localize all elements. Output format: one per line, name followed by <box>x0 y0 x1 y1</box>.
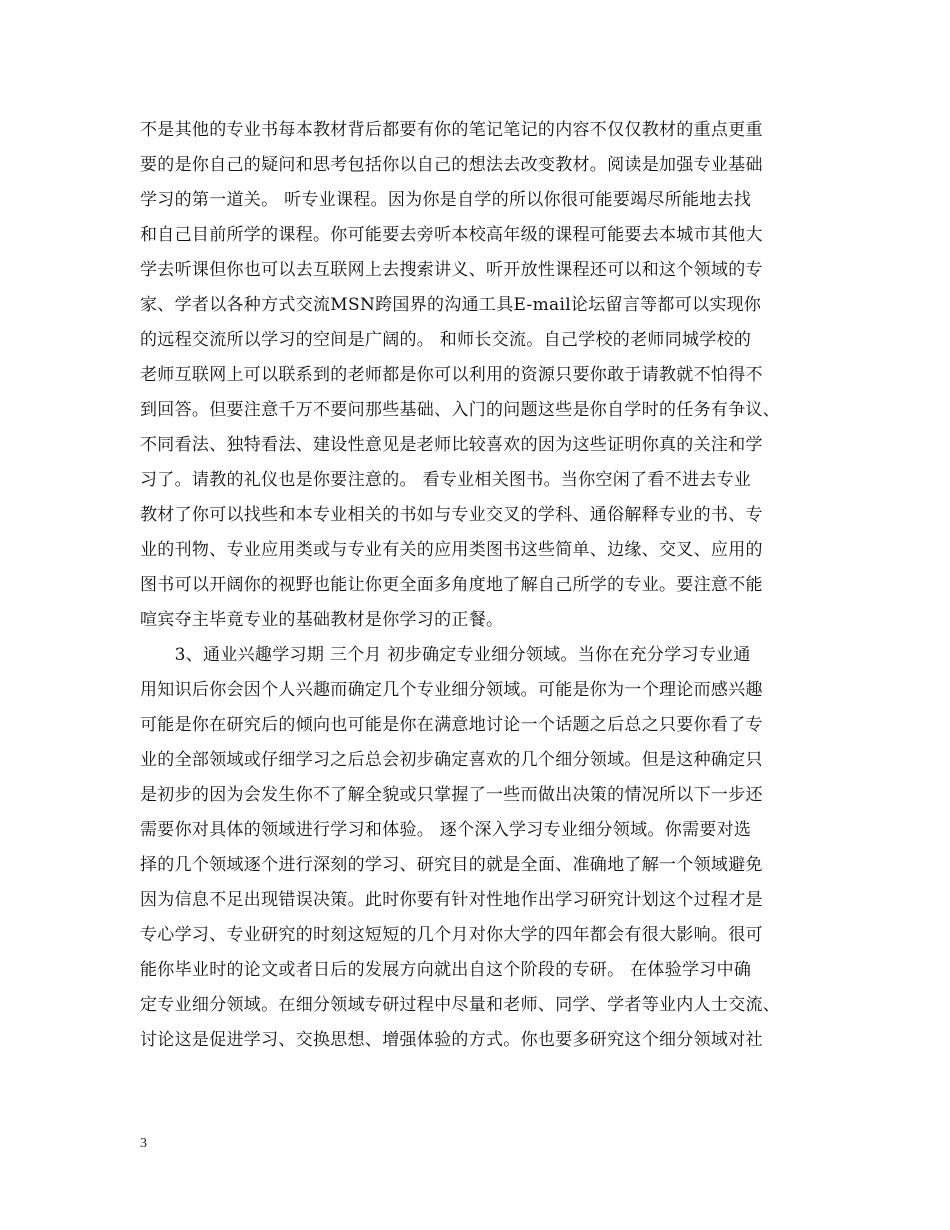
text-line: 因为信息不足出现错误决策。此时你要有针对性地作出学习研究计划这个过程才是 <box>140 890 763 910</box>
text-line: 3、通业兴趣学习期 三个月 初步确定专业细分领域。当你在充分学习专业通 <box>140 645 751 665</box>
text-line: 学去听课但你也可以去互联网上去搜索讲义、听开放性课程还可以和这个领域的专 <box>140 260 763 280</box>
text-line: 用知识后你会因个人兴趣而确定几个专业细分领域。可能是你为一个理论而感兴趣 <box>140 680 763 700</box>
text-line: 不同看法、独特看法、建设性意见是老师比较喜欢的因为这些证明你真的关注和学 <box>140 435 763 455</box>
text-line: 业的刊物、专业应用类或与专业有关的应用类图书这些简单、边缘、交叉、应用的 <box>140 540 763 560</box>
body-text <box>140 113 832 1058</box>
text-line: 择的几个领域逐个进行深刻的学习、研究目的就是全面、准确地了解一个领域避免 <box>140 855 763 875</box>
text-line: 业的全部领域或仔细学习之后总会初步确定喜欢的几个细分领域。但是这种确定只 <box>140 750 763 770</box>
text-line: 可能是你在研究后的倾向也可能是你在满意地讨论一个话题之后总之只要你看了专 <box>140 715 763 735</box>
text-line: 和自己目前所学的课程。你可能要去旁听本校高年级的课程可能要去本城市其他大 <box>140 225 763 245</box>
text-line: 的远程交流所以学习的空间是广阔的。 和师长交流。自己学校的老师同城学校的 <box>140 330 752 350</box>
text-line: 学习的第一道关。 听专业课程。因为你是自学的所以你很可能要竭尽所能地去找 <box>140 190 752 210</box>
text-line: 讨论这是促进学习、交换思想、增强体验的方式。你也要多研究这个细分领域对社 <box>140 1030 763 1050</box>
text-line: 定专业细分领域。在细分领域专研过程中尽量和老师、同学、学者等业内人士交流、 <box>140 995 781 1015</box>
text-line: 到回答。但要注意千万不要问那些基础、入门的问题这些是你自学时的任务有争议、 <box>140 400 781 420</box>
text-line: 需要你对具体的领域进行学习和体验。 逐个深入学习专业细分领域。你需要对选 <box>140 820 752 840</box>
text-line: 老师互联网上可以联系到的老师都是你可以利用的资源只要你敢于请教就不怕得不 <box>140 365 763 385</box>
text-line: 能你毕业时的论文或者日后的发展方向就出自这个阶段的专研。 在体验学习中确 <box>140 960 752 980</box>
text-line: 要的是你自己的疑问和思考包括你以自己的想法去改变教材。阅读是加强专业基础 <box>140 155 763 175</box>
text-line: 是初步的因为会发生你不了解全貌或只掌握了一些而做出决策的情况所以下一步还 <box>140 785 763 805</box>
text-line: 专心学习、专业研究的时刻这短短的几个月对你大学的四年都会有很大影响。很可 <box>140 925 763 945</box>
text-line: 家、学者以各种方式交流MSN跨国界的沟通工具E-mail论坛留言等都可以实现你 <box>140 295 762 315</box>
text-line: 喧宾夺主毕竟专业的基础教材是你学习的正餐。 <box>140 610 504 630</box>
text-line: 教材了你可以找些和本专业相关的书如与专业交叉的学科、通俗解释专业的书、专 <box>140 505 763 525</box>
text-line: 图书可以开阔你的视野也能让你更全面多角度地了解自己所学的专业。要注意不能 <box>140 575 763 595</box>
text-line: 不是其他的专业书每本教材背后都要有你的笔记笔记的内容不仅仅教材的重点更重 <box>140 120 763 140</box>
text-line: 习了。请教的礼仪也是你要注意的。 看专业相关图书。当你空闲了看不进去专业 <box>140 470 752 490</box>
page-number: 3 <box>140 1136 147 1151</box>
